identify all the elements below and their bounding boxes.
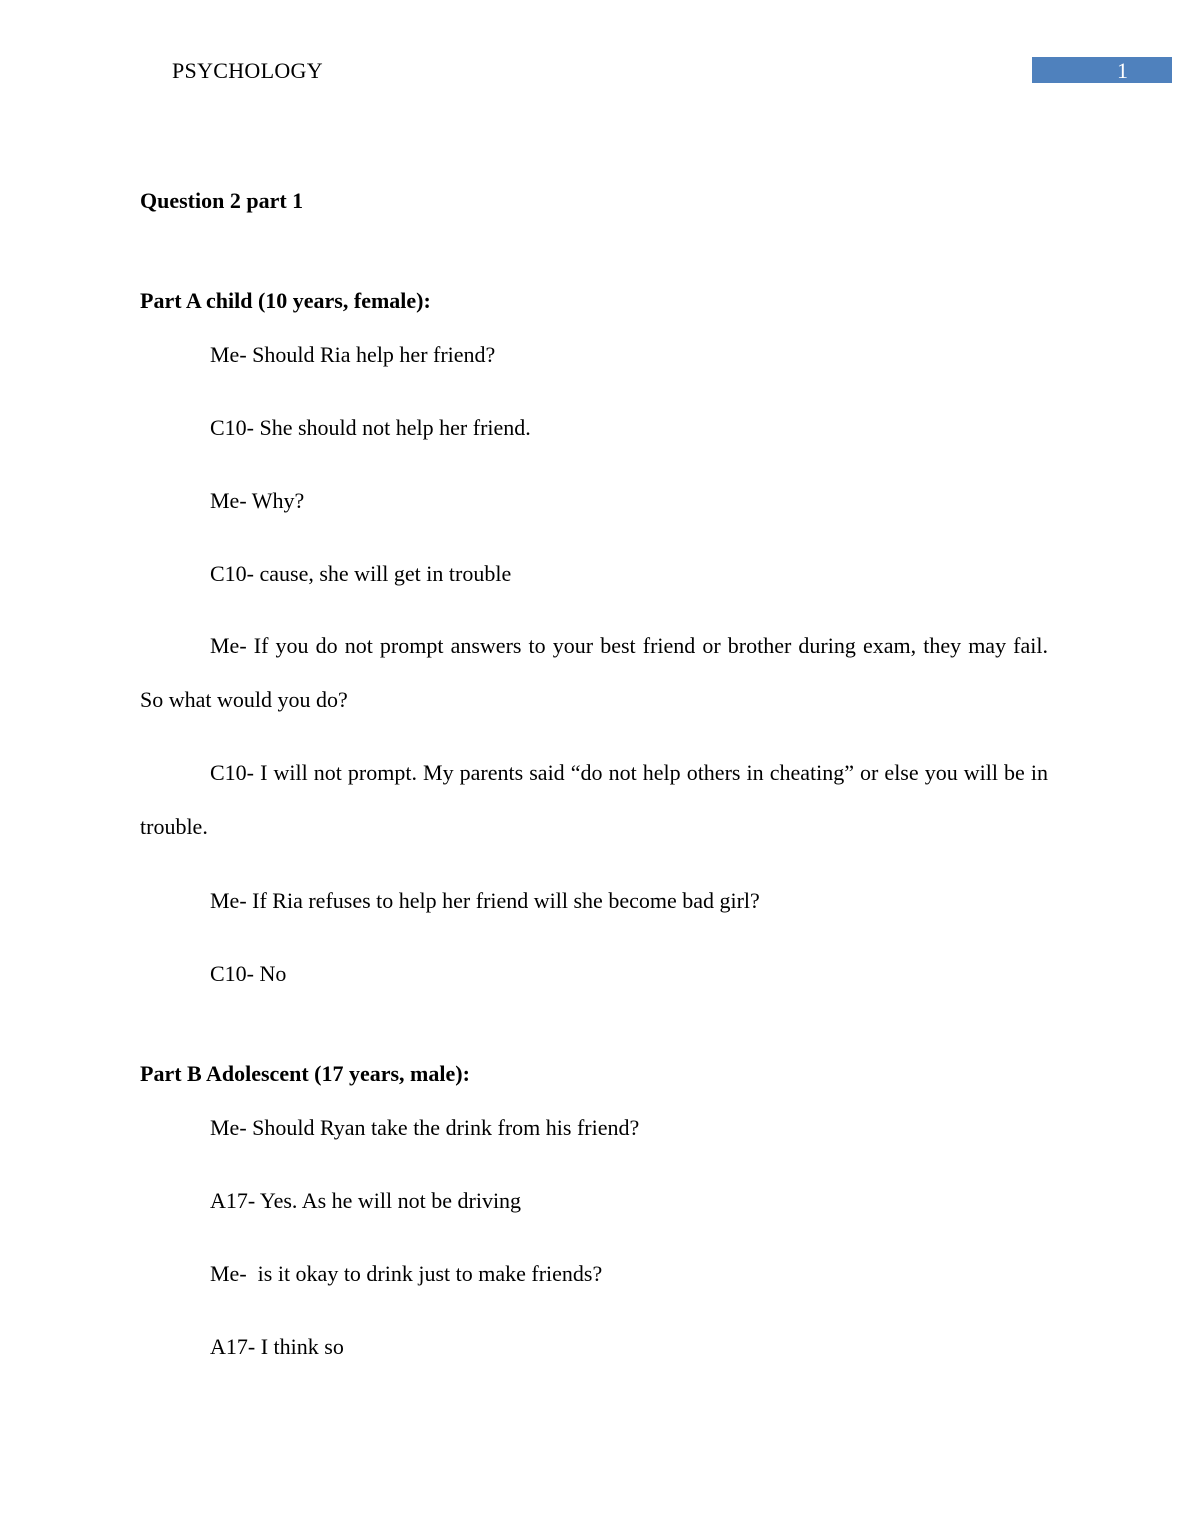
question-title: Question 2 part 1: [140, 188, 304, 213]
dialogue-line: A17- I think so: [210, 1334, 344, 1359]
part-b-heading: Part B Adolescent (17 years, male):: [140, 1061, 470, 1086]
dialogue-line: A17- Yes. As he will not be driving: [210, 1188, 522, 1213]
dialogue-line: C10- cause, she will get in trouble: [210, 561, 512, 586]
dialogue-line: Me- Should Ria help her friend?: [210, 342, 496, 367]
dialogue-line: Me- Why?: [210, 488, 305, 513]
dialogue-paragraph: Me- If you do not prompt answers to your best friend or brother during exam, they may fail. So what would you do?: [140, 633, 1048, 712]
running-head: PSYCHOLOGY: [172, 58, 323, 83]
dialogue-line: Me- Should Ryan take the drink from his friend?: [210, 1115, 640, 1140]
page-number-box: [1032, 57, 1172, 83]
dialogue-line: C10- She should not help her friend.: [210, 415, 531, 440]
part-a-heading: Part A child (10 years, female):: [140, 288, 431, 313]
page-number: 1: [1117, 58, 1128, 83]
dialogue-line: C10- No: [210, 961, 287, 986]
dialogue-paragraph: C10- I will not prompt. My parents said “do not help others in cheating” or else you will be in trouble.: [140, 760, 1048, 839]
dialogue-line: Me- is it okay to drink just to make friends?: [210, 1261, 603, 1286]
dialogue-line: Me- If Ria refuses to help her friend will she become bad girl?: [210, 888, 760, 913]
